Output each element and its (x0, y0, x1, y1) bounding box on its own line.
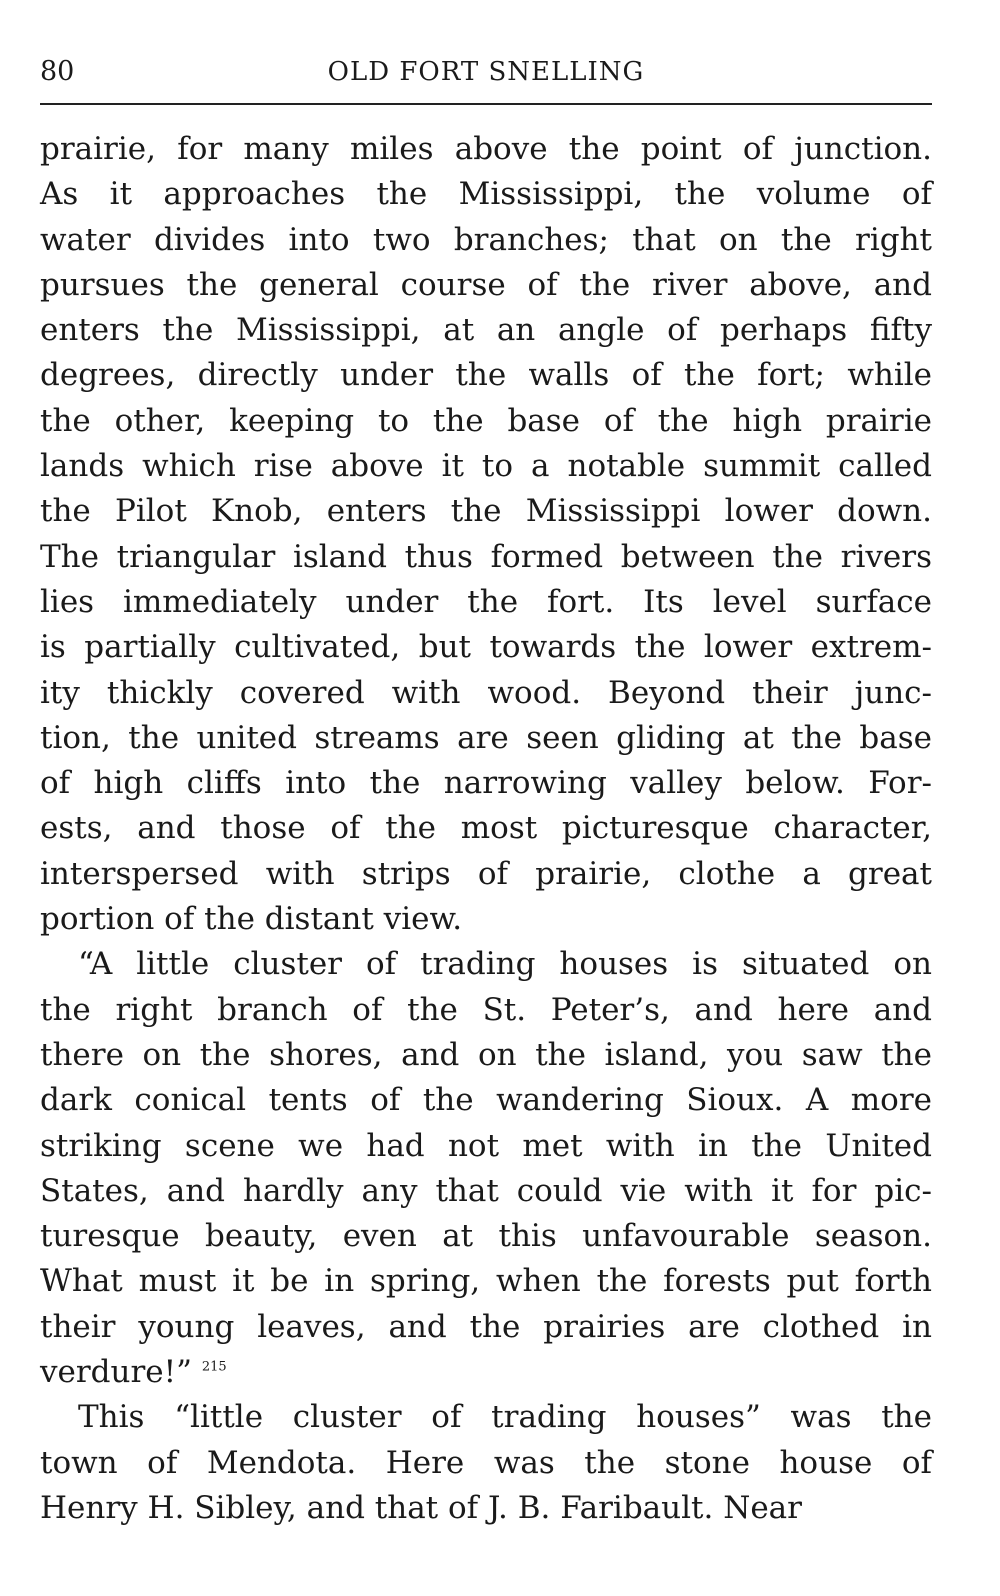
line-text: portion of the distant view. (40, 901, 463, 938)
line-text: The triangular island thus formed between the rivers (40, 538, 932, 575)
text-line (40, 1169, 932, 1214)
page-number: 80 (40, 56, 75, 87)
paragraph (40, 942, 932, 1395)
line-text: water divides into two branches; that on the right (40, 221, 932, 258)
running-title: OLD FORT SNELLING (327, 57, 645, 87)
paragraph (40, 127, 932, 942)
line-text: This “little cluster of trading houses” was the (78, 1399, 932, 1436)
line-text: pursues the general course of the river above, and (40, 266, 932, 303)
text-line (40, 1124, 932, 1169)
line-text: degrees, directly under the walls of the fort; while (40, 357, 932, 394)
footnote-reference: 215 (201, 1359, 227, 1375)
line-text: the right branch of the St. Peter’s, and here and (40, 991, 932, 1028)
text-line (40, 1486, 932, 1531)
text-line (40, 806, 932, 851)
line-text: Henry H. Sibley, and that of J. B. Faribault. Near (40, 1489, 802, 1526)
line-text: turesque beauty, even at this unfavourable season. (40, 1218, 932, 1255)
line-text: of high cliffs into the narrowing valley below. For- (40, 765, 932, 802)
line-text: the other, keeping to the base of the high prairie (40, 402, 932, 439)
text-line (40, 444, 932, 489)
line-text: lies immediately under the fort. Its level surface (40, 583, 932, 620)
text-line (40, 671, 932, 716)
page-header (40, 52, 932, 96)
line-text: is partially cultivated, but towards the lower extrem- (40, 629, 932, 666)
text-line (40, 580, 932, 625)
header-rule (40, 103, 932, 105)
line-text: “A little cluster of trading houses is situated on (78, 946, 932, 983)
line-text: What must it be in spring, when the forests put forth (40, 1263, 932, 1300)
text-line (40, 1305, 932, 1350)
text-line (40, 625, 932, 670)
text-line (40, 897, 932, 942)
text-line (40, 127, 932, 172)
text-line (40, 308, 932, 353)
line-text: interspersed with strips of prairie, clothe a great (40, 855, 932, 892)
body-text (40, 127, 932, 1531)
text-line (40, 353, 932, 398)
line-text: enters the Mississippi, at an angle of perhaps fifty (40, 312, 932, 349)
text-line (40, 852, 932, 897)
text-line (40, 716, 932, 761)
line-text: there on the shores, and on the island, you saw the (40, 1036, 932, 1073)
line-text: prairie, for many miles above the point of junction. (40, 131, 932, 167)
text-line (40, 942, 932, 987)
line-text: striking scene we had not met with in the United (40, 1127, 932, 1164)
line-text: States, and hardly any that could vie with it for pic- (40, 1172, 932, 1209)
line-text: the Pilot Knob, enters the Mississippi lower down. (40, 493, 932, 530)
text-line (40, 988, 932, 1033)
text-line (40, 1441, 932, 1486)
line-text: verdure!” (40, 1354, 192, 1391)
line-text: tion, the united streams are seen gliding at the base (40, 719, 932, 756)
paragraph (40, 1395, 932, 1531)
text-line (40, 399, 932, 444)
text-line (40, 1395, 932, 1440)
text-line (40, 1214, 932, 1259)
text-line (40, 1078, 932, 1123)
text-line (40, 535, 932, 580)
line-text: As it approaches the Mississippi, the volume of (40, 176, 932, 213)
line-text: dark conical tents of the wandering Sioux. A more (40, 1082, 932, 1119)
line-text: their young leaves, and the prairies are clothed in (40, 1308, 932, 1345)
text-line (40, 1350, 932, 1395)
text-line (40, 489, 932, 534)
text-line (40, 263, 932, 308)
line-text: ests, and those of the most picturesque character, (40, 810, 932, 847)
text-line (40, 1259, 932, 1304)
line-text: town of Mendota. Here was the stone house of (40, 1444, 932, 1481)
text-line (40, 1033, 932, 1078)
text-line (40, 218, 932, 263)
line-text: lands which rise above it to a notable summit called (40, 448, 932, 485)
text-line (40, 172, 932, 217)
line-text: ity thickly covered with wood. Beyond their junc- (40, 674, 932, 711)
text-line (40, 761, 932, 806)
